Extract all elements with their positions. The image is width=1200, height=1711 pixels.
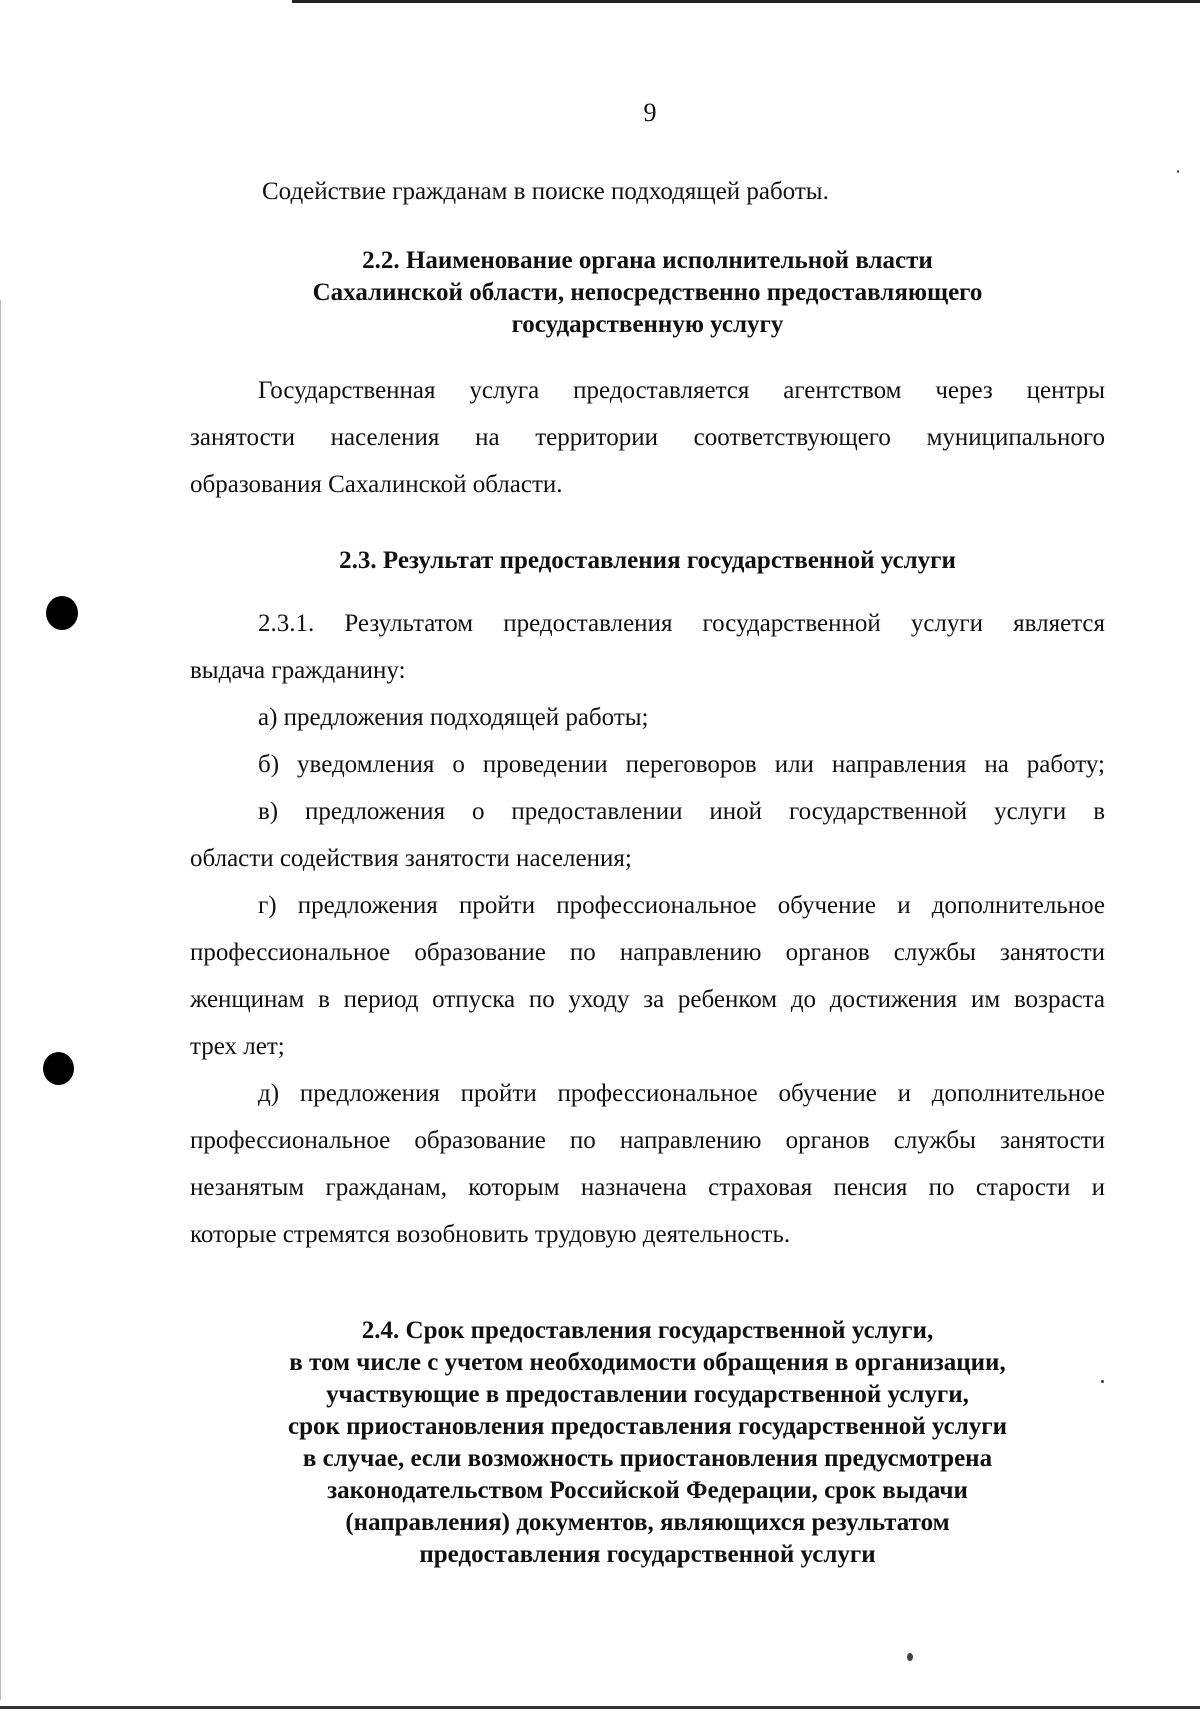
scan-top-rule xyxy=(292,0,1200,3)
heading-line: законодательством Российской Федерации, срок выдачи xyxy=(327,1477,968,1504)
list-item-line: области содействия занятости населения; xyxy=(190,845,632,872)
heading-line: предоставления государственной услуги xyxy=(419,1541,876,1568)
heading-line: государственную услугу xyxy=(511,311,784,338)
paragraph-line: 2.3.1. Результатом предоставления государственной услуги является xyxy=(258,610,1105,637)
heading-line: 2.4. Срок предоставления государственной услуги, xyxy=(361,1317,934,1344)
list-item-line: которые стремятся возобновить трудовую деятельность. xyxy=(190,1221,791,1248)
heading-line: 2.2. Наименование органа исполнительной власти xyxy=(362,247,933,274)
list-item-line: трех лет; xyxy=(190,1033,285,1060)
section-2-3-heading: 2.3. Результат предоставления государственной услуги xyxy=(339,547,956,574)
heading-line: Сахалинской области, непосредственно предоставляющего xyxy=(312,279,983,306)
list-item-line: женщинам в период отпуска по уходу за ребенком до достижения им возраста xyxy=(190,986,1105,1013)
heading-line: в случае, если возможность приостановления предусмотрена xyxy=(302,1445,993,1472)
punch-hole-top xyxy=(46,596,78,630)
heading-line: участвующие в предоставлении государственной услуги, xyxy=(326,1381,969,1408)
list-item-a: а) предложения подходящей работы; xyxy=(258,704,649,731)
page-number: 9 xyxy=(643,98,657,127)
scan-left-edge xyxy=(0,300,1,1700)
scan-speck xyxy=(1177,170,1179,173)
heading-line: срок приостановления предоставления государственной услуги xyxy=(287,1413,1007,1440)
list-item-line: д) предложения пройти профессиональное обучение и дополнительное xyxy=(258,1080,1105,1107)
list-item-line: г) предложения пройти профессиональное обучение и дополнительное xyxy=(258,892,1105,919)
punch-hole-bottom xyxy=(43,1052,74,1085)
list-item-line: незанятым гражданам, которым назначена страховая пенсия по старости и xyxy=(190,1174,1105,1201)
paragraph-line: выдача гражданину: xyxy=(190,657,406,684)
list-item-line: профессиональное образование по направлению органов службы занятости xyxy=(190,1127,1105,1154)
paragraph-line: Государственная услуга предоставляется агентством через центры xyxy=(258,377,1105,404)
scan-speck xyxy=(907,1653,913,1661)
heading-line: (направления) документов, являющихся результатом xyxy=(345,1509,950,1536)
list-item-line: профессиональное образование по направлению органов службы занятости xyxy=(190,939,1105,966)
heading-line: в том числе с учетом необходимости обращения в организации, xyxy=(289,1349,1006,1376)
intro-line: Содействие гражданам в поиске подходящей работы. xyxy=(262,178,829,205)
scan-bottom-rule xyxy=(0,1706,1200,1709)
list-item-line: в) предложения о предоставлении иной государственной услуги в xyxy=(258,798,1105,825)
list-item-b: б) уведомления о проведении переговоров или направления на работу; xyxy=(258,751,1105,778)
paragraph-line: занятости населения на территории соответствующего муниципального xyxy=(190,424,1105,451)
paragraph-line: образования Сахалинской области. xyxy=(190,471,563,498)
